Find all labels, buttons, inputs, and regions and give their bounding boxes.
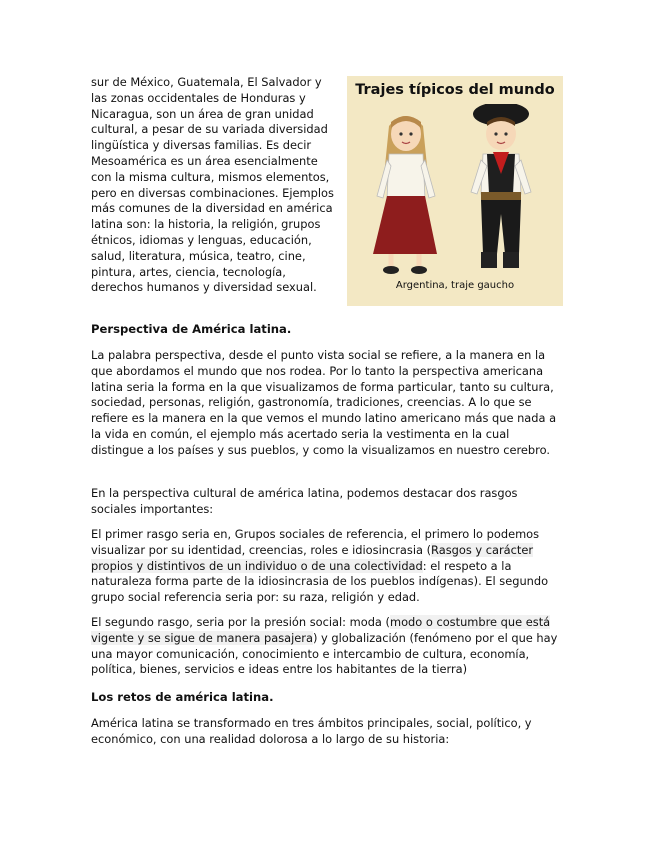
- section-heading-perspectiva: Perspectiva de América latina.: [91, 322, 292, 336]
- moda-definition: modo o costumbre que está vigente y se sigue de manera pasajera: [91, 615, 551, 645]
- girl-figure: [373, 116, 437, 274]
- figure-caption: Argentina, traje gaucho: [395, 280, 515, 291]
- primer-rasgo-text-c: : el respeto a la naturaleza forma parte de la idiosincrasia de los pueblos indígenas). El segundo grupo social referencia seria por: su raza, religión y edad.: [91, 558, 549, 605]
- boy-figure: [471, 104, 531, 268]
- paragraph-perspectiva: La palabra perspectiva, desde el punto vista social se refiere, a la manera en la que abordamos el mundo que nos rodea. Por lo tanto la perspectiva americana latina seria la forma en la que visualizamos de forma particular, tanto su cultura, sociedad, personas, religión, gastronomía, tradiciones, creencias. A lo que se refiere es la manera en la que vemos el mundo latino americano más que nada a la vida en común, el ejemplo más acertado seria la vestimenta en la cual distingue a los países y sus pueblos, y como la visualizamos en nuestro cerebro.: [91, 348, 557, 457]
- primer-rasgo-text-a: El primer rasgo seria en, Grupos sociales de referencia, el primero lo podemos visualizar por su identidad, creencias, roles e idiosincrasia (: [91, 527, 540, 557]
- paragraph-retos: América latina se transformado en tres ámbitos principales, social, político, y económico, con una realidad dolorosa a lo largo de su historia:: [91, 716, 532, 746]
- intro-paragraph: sur de México, Guatemala, El Salvador y las zonas occidentales de Honduras y Nicaragua, son un área de gran unidad cultural, a pesar de su variada diversidad lingüística y diversas familias. Es decir Mesoamérica es un área esencialmente con la misma cultura, mismos elementos, pero en diversas combinaciones. Ejemplos más comunes de la diversidad en américa latina son: la historia, la religión, grupos étnicos, idiomas y lenguas, educación, salud, literatura, música, teatro, cine, pintura, artes, ciencia, tecnología, derechos humanos y diversidad sexual.: [91, 75, 334, 295]
- costume-illustration: [361, 104, 551, 280]
- figure-traditional-costumes: [347, 76, 563, 306]
- paragraph-segundo-rasgo: [91, 615, 563, 678]
- section-heading-retos: Los retos de américa latina.: [91, 690, 274, 704]
- segundo-rasgo-text-a: El segundo rasgo, seria por la presión social: moda (: [91, 615, 390, 629]
- figure-title: Trajes típicos del mundo: [355, 82, 555, 98]
- idiosincrasia-definition: Rasgos y carácter propios y distintivos de un individuo o de una colectividad: [91, 542, 534, 573]
- paragraph-primer-rasgo: [91, 527, 563, 606]
- paragraph-rasgos-intro: En la perspectiva cultural de américa latina, podemos destacar dos rasgos sociales importantes:: [91, 486, 518, 516]
- segundo-rasgo-text-c: ) y globalización (fenómeno por el que hay una mayor comunicación, conocimiento e intercambio de cultura, economía, política, bienes, servicios e ideas entre los habitantes de la tierra): [91, 630, 558, 677]
